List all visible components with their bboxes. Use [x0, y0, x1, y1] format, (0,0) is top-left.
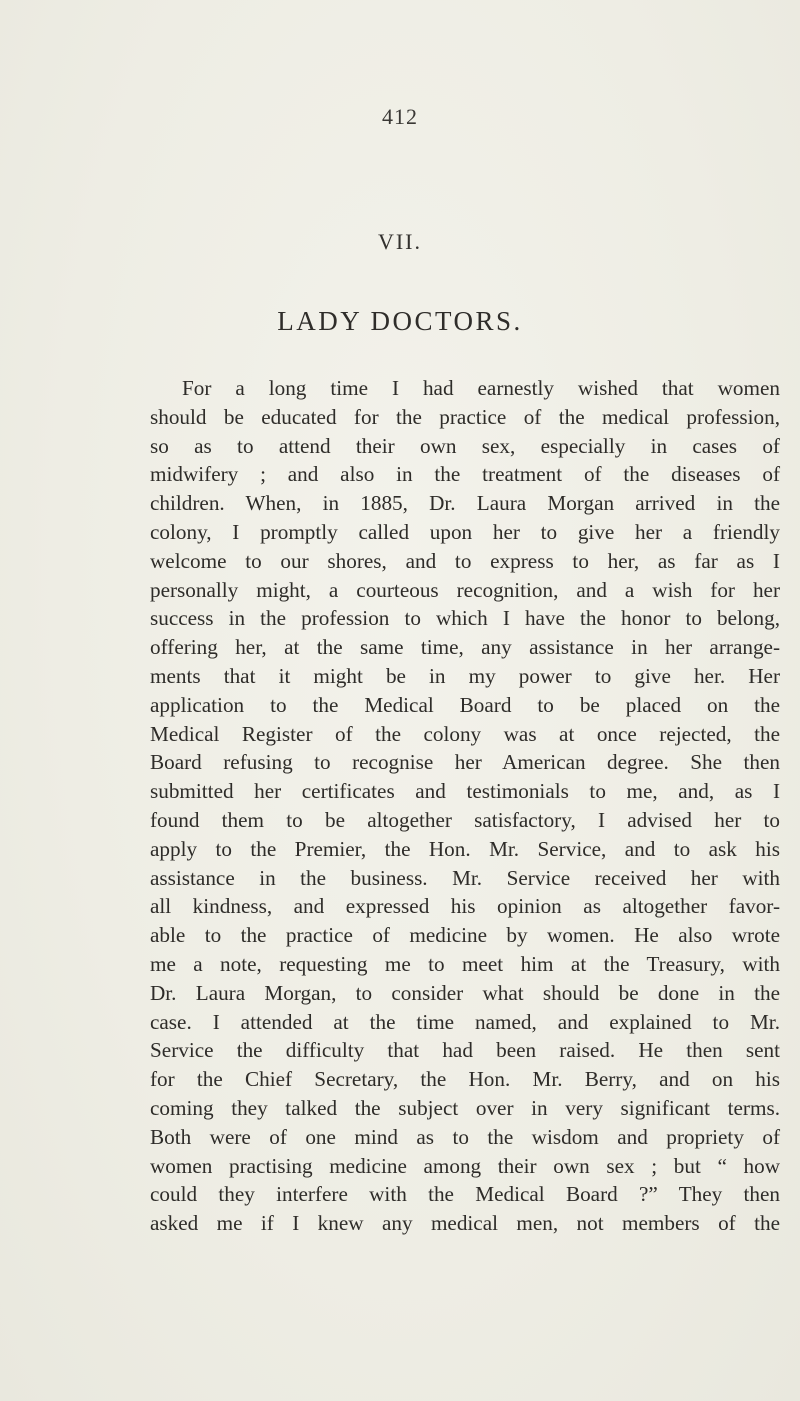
text-line: success in the profession to which I have the honor to belong, — [150, 606, 780, 631]
text-line: so as to attend their own sex, especially in cases of — [150, 433, 780, 458]
text-line: should be educated for the practice of the medical profession, — [150, 404, 780, 429]
text-line: offering her, at the same time, any assistance in her arrange- — [150, 635, 780, 660]
chapter-paragraph — [150, 374, 780, 1238]
text-line: submitted her certificates and testimonials to me, and, as I — [150, 779, 780, 804]
page-number: 412 — [382, 104, 418, 129]
text-line: welcome to our shores, and to express to her, as far as I — [150, 548, 780, 573]
text-line: assistance in the business. Mr. Service received her with — [150, 865, 780, 890]
text-line: ments that it might be in my power to give her. Her — [150, 663, 780, 688]
text-line: personally might, a courteous recognition, and a wish for her — [150, 577, 780, 602]
text-line: me a note, requesting me to meet him at the Treasury, with — [150, 951, 780, 976]
text-line: Medical Register of the colony was at once rejected, the — [150, 721, 780, 746]
text-line: Dr. Laura Morgan, to consider what should be done in the — [150, 980, 780, 1005]
text-line: for the Chief Secretary, the Hon. Mr. Berry, and on his — [150, 1067, 780, 1092]
text-line: coming they talked the subject over in very significant terms. — [150, 1095, 780, 1120]
text-line: asked me if I knew any medical men, not members of the — [150, 1211, 780, 1236]
text-line: all kindness, and expressed his opinion as altogether favor- — [150, 894, 780, 919]
text-line: application to the Medical Board to be placed on the — [150, 692, 780, 717]
text-line: case. I attended at the time named, and explained to Mr. — [150, 1009, 780, 1034]
text-line: For a long time I had earnestly wished that women — [182, 376, 780, 400]
text-line: women practising medicine among their own sex ; but “ how — [150, 1153, 780, 1178]
text-line: found them to be altogether satisfactory, I advised her to — [150, 807, 780, 832]
text-line: Board refusing to recognise her American degree. She then — [150, 750, 780, 775]
text-line: Both were of one mind as to the wisdom and propriety of — [150, 1124, 780, 1149]
text-line: colony, I promptly called upon her to give her a friendly — [150, 519, 780, 544]
chapter-number: VII. — [377, 229, 423, 254]
text-line: able to the practice of medicine by women. He also wrote — [150, 923, 780, 948]
text-line: children. When, in 1885, Dr. Laura Morgan arrived in the — [150, 491, 780, 516]
text-line: could they interfere with the Medical Board ?” They then — [150, 1182, 780, 1207]
text-line: Service the difficulty that had been raised. He then sent — [150, 1038, 780, 1063]
chapter-title: LADY DOCTORS. — [277, 306, 523, 336]
text-line: apply to the Premier, the Hon. Mr. Service, and to ask his — [150, 836, 780, 861]
text-line: midwifery ; and also in the treatment of the diseases of — [150, 462, 780, 487]
